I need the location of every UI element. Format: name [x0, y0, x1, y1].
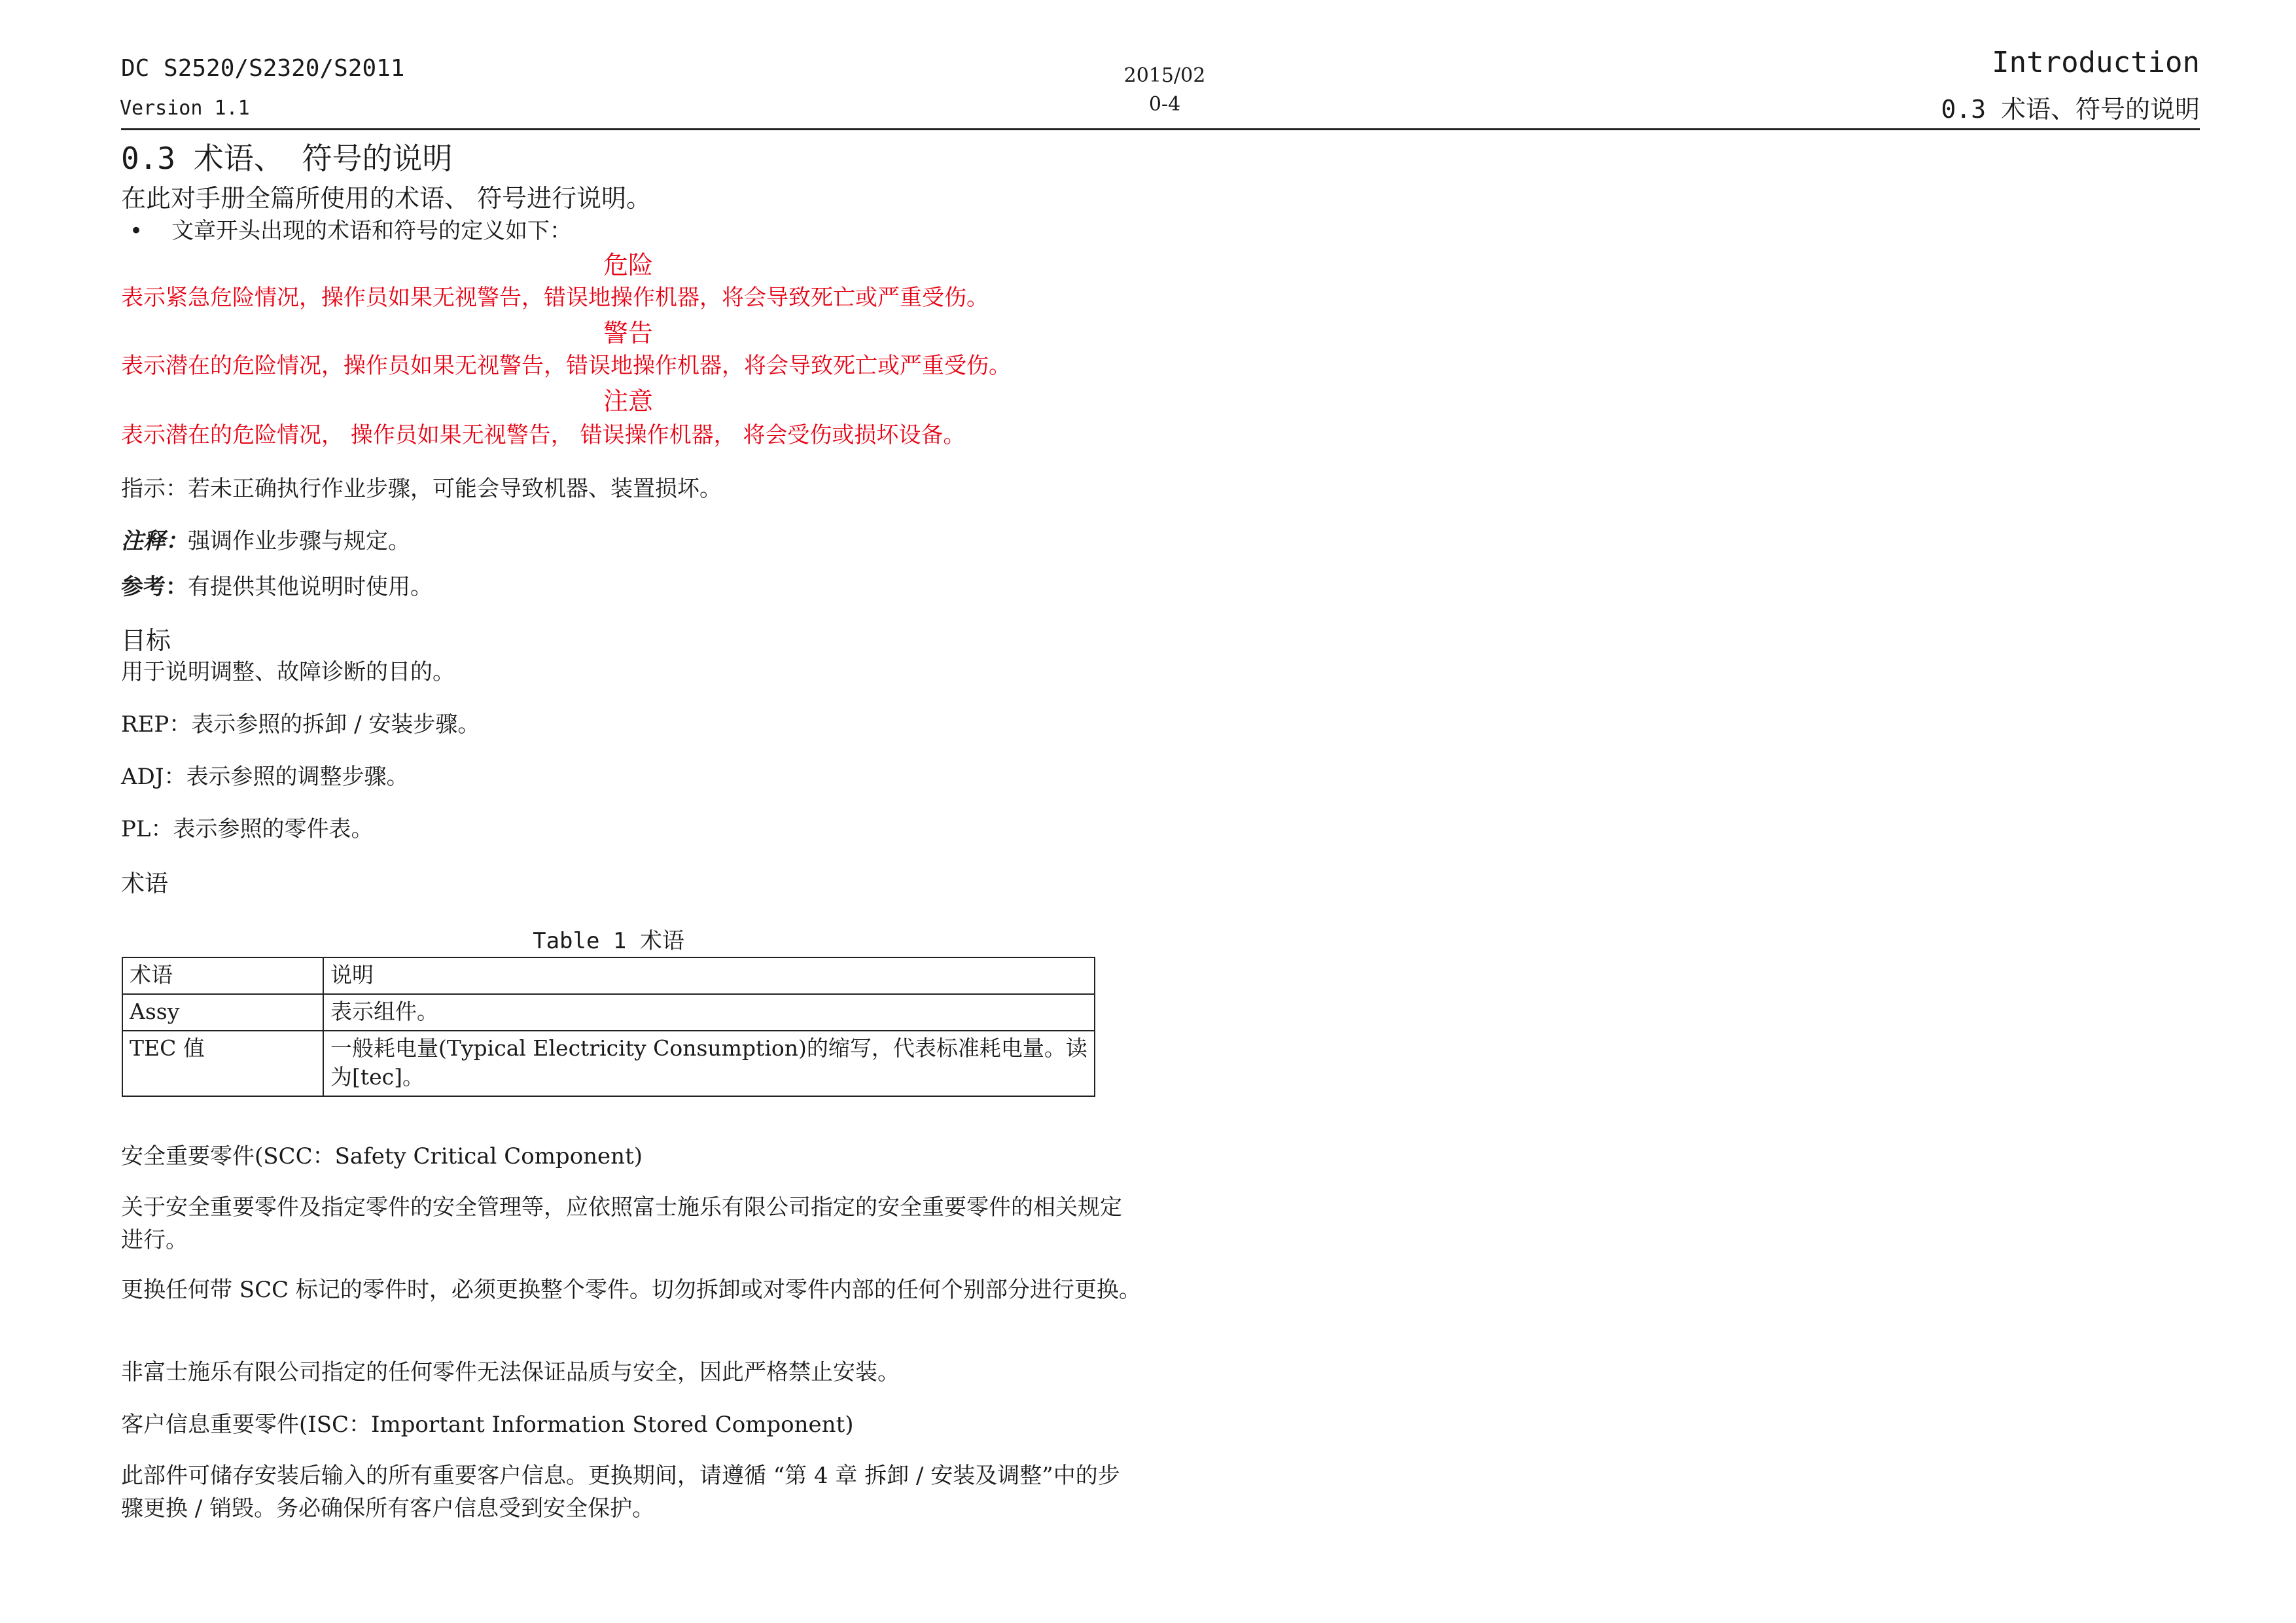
- header-section: 0.3 术语、符号的说明: [1941, 95, 2200, 124]
- caution-label: 注意: [603, 387, 653, 416]
- header-date: 2015/02: [1123, 64, 1206, 87]
- table-header-term: 术语: [122, 957, 323, 994]
- remark-label: 注释：: [121, 528, 188, 554]
- section-title: 0.3 术语、 符号的说明: [121, 141, 453, 176]
- warning-text: 表示潜在的危险情况，操作员如果无视警告，错误地操作机器，将会导致死亡或严重受伤。: [121, 353, 1011, 379]
- scc-paragraph-2: 更换任何带 SCC 标记的零件时，必须更换整个零件。切勿拆卸或对零件内部的任何个别部分进行更换。: [121, 1277, 1141, 1303]
- adj-text: ADJ：表示参照的调整步骤。: [121, 764, 409, 790]
- header-page-number: 0-4: [1148, 93, 1181, 116]
- target-text: 用于说明调整、故障诊断的目的。: [121, 659, 455, 685]
- reference-label: 参考：: [121, 574, 188, 600]
- header-model: DC S2520/S2320/S2011: [121, 55, 405, 82]
- header-rule: [121, 128, 2200, 130]
- scc-paragraph-1: 关于安全重要零件及指定零件的安全管理等，应依照富士施乐有限公司指定的安全重要零件的相关规定进行。: [121, 1194, 1122, 1253]
- rep-text: REP：表示参照的拆卸 / 安装步骤。: [121, 711, 480, 738]
- terms-table: [122, 957, 1095, 1097]
- table-row: [122, 994, 1095, 1031]
- table-cell-description: 表示组件。: [323, 994, 1095, 1031]
- scc-title: 安全重要零件(SCC：Safety Critical Component): [121, 1143, 643, 1169]
- danger-label: 危险: [603, 251, 653, 279]
- table-cell-term: TEC 值: [122, 1031, 323, 1096]
- scc-paragraph-3: 非富士施乐有限公司指定的任何零件无法保证品质与安全，因此严格禁止安装。: [121, 1359, 900, 1385]
- danger-text: 表示紧急危险情况，操作员如果无视警告，错误地操作机器，将会导致死亡或严重受伤。: [121, 285, 989, 311]
- isc-title: 客户信息重要零件(ISC：Important Information Stored Component): [121, 1412, 854, 1438]
- table-cell-description: 一般耗电量(Typical Electricity Consumption)的缩写，代表标准耗电量。读为[tec]。: [323, 1031, 1095, 1096]
- reference-line: [121, 571, 433, 603]
- table-header-row: [122, 957, 1095, 994]
- isc-paragraph-1: 此部件可储存安装后输入的所有重要客户信息。更换期间，请遵循 “第 4 章 拆卸 / 安装及调整”中的步骤更换 / 销毁。务必确保所有客户信息受到安全保护。: [121, 1463, 1120, 1522]
- table-cell-term: Assy: [122, 994, 323, 1031]
- header-version: Version 1.1: [120, 97, 250, 120]
- warning-label: 警告: [603, 319, 653, 348]
- section-intro: 在此对手册全篇所使用的术语、 符号进行说明。: [121, 184, 652, 213]
- table-caption: Table 1 术语: [533, 928, 684, 954]
- table-header-description: 说明: [323, 957, 1095, 994]
- hint-text: 指示：若未正确执行作业步骤，可能会导致机器、装置损坏。: [121, 476, 722, 502]
- caution-text: 表示潜在的危险情况， 操作员如果无视警告， 错误操作机器， 将会受伤或损坏设备。: [121, 422, 966, 448]
- table-row: [122, 1031, 1095, 1096]
- terms-heading: 术语: [121, 870, 169, 897]
- remark-line: [121, 525, 410, 558]
- bullet-text: 文章开头出现的术语和符号的定义如下：: [171, 218, 572, 244]
- target-heading: 目标: [121, 626, 171, 655]
- bullet-mark: •: [130, 218, 143, 244]
- reference-text: 有提供其他说明时使用。: [188, 574, 433, 600]
- remark-text: 强调作业步骤与规定。: [188, 528, 410, 554]
- pl-text: PL：表示参照的零件表。: [121, 816, 374, 842]
- header-chapter: Introduction: [1992, 46, 2200, 79]
